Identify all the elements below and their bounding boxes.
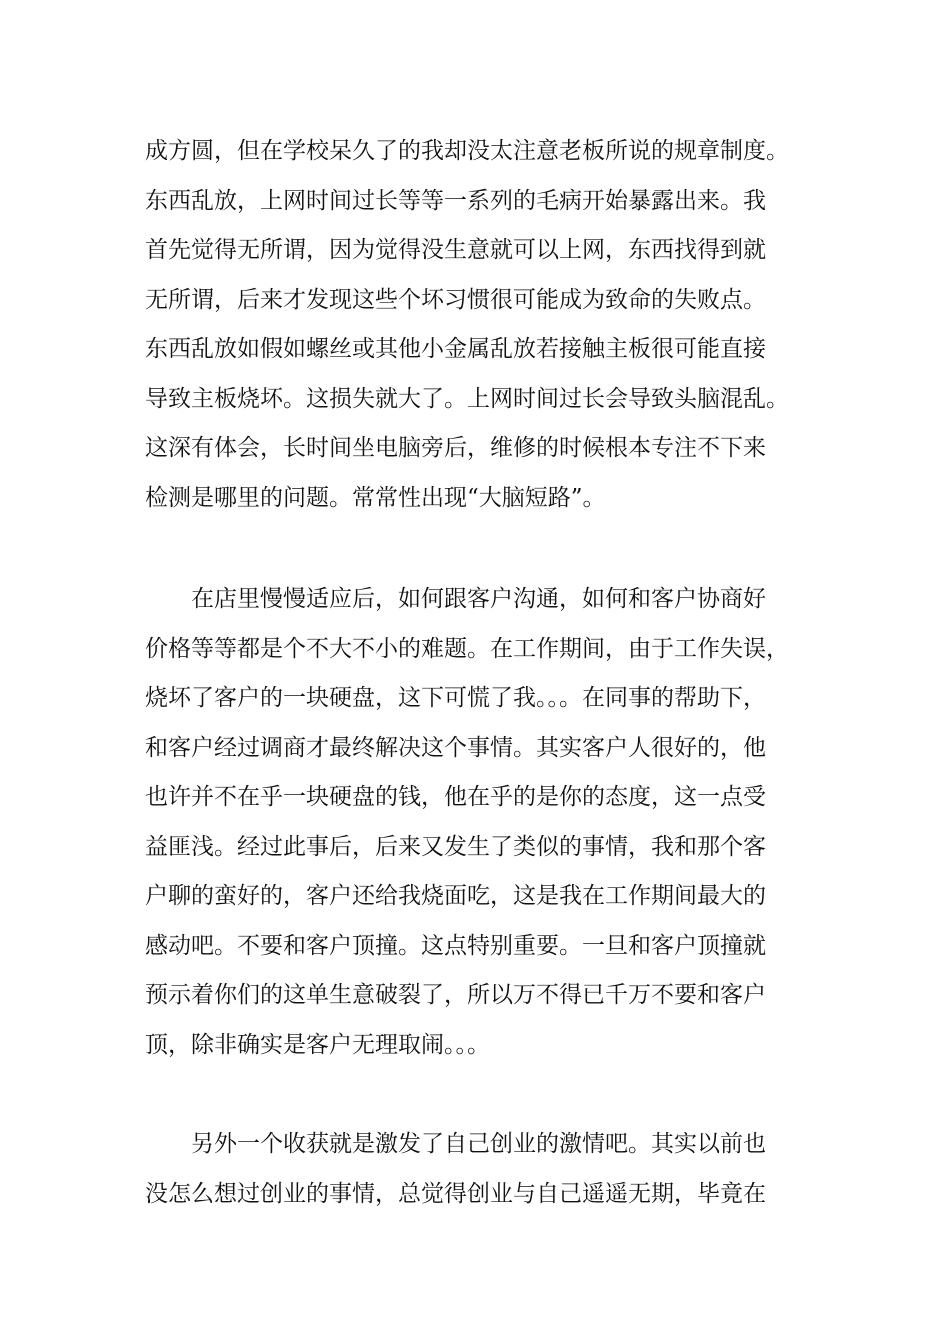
text-line: 预示着你们的这单生意破裂了，所以万不得已千万不要和客户 [145,982,766,1008]
text-line: 价格等等都是个不大不小的难题。在工作期间，由于工作失误， [145,635,789,662]
text-line: 东西乱放如假如螺丝或其他小金属乱放若接触主板很可能直接 [145,336,766,362]
text-line: 感动吧。不要和客户顶撞。这点特别重要。一旦和客户顶撞就 [145,932,766,959]
paragraph-2 [145,575,817,1070]
paragraph-1 [145,127,817,523]
text-line: 首先觉得无所谓，因为觉得没生意就可以上网，东西找得到就 [145,237,766,263]
text-line: 没怎么想过创业的事情，总觉得创业与自己遥遥无期，毕竟在 [145,1180,766,1207]
text-line: 益匪浅。经过此事后，后来又发生了类似的事情，我和那个客 [145,833,766,860]
paragraph-3 [145,1120,817,1219]
text-line: 顶，除非确实是客户无理取闹。。。 [145,1031,490,1058]
text-line: 烧坏了客户的一块硬盘，这下可慌了我。。。在同事的帮助下， [145,685,766,711]
text-line: 东西乱放，上网时间过长等等一系列的毛病开始暴露出来。我 [145,187,766,214]
text-line: 无所谓，后来才发现这些个坏习惯很可能成为致命的失败点。 [145,286,766,313]
text-line: 导致主板烧坏。这损失就大了。上网时间过长会导致头脑混乱。 [145,385,789,412]
text-line: 和客户经过调商才最终解决这个事情。其实客户人很好的，他 [145,734,766,761]
text-line: 成方圆，但在学校呆久了的我却没太注意老板所说的规章制度。 [145,138,789,164]
text-line: 这深有体会，长时间坐电脑旁后，维修的时候根本专注不下来 [145,435,766,461]
text-line: 在店里慢慢适应后，如何跟客户沟通，如何和客户协商好 [145,586,766,612]
text-line: 另外一个收获就是激发了自己创业的激情吧。其实以前也 [145,1131,766,1157]
text-line: 检测是哪里的问题。常常性出现“大脑短路”。 [145,484,606,511]
text-line: 也许并不在乎一块硬盘的钱，他在乎的是你的态度，这一点受 [145,784,766,810]
text-line: 户聊的蛮好的，客户还给我烧面吃，这是我在工作期间最大的 [145,883,766,909]
